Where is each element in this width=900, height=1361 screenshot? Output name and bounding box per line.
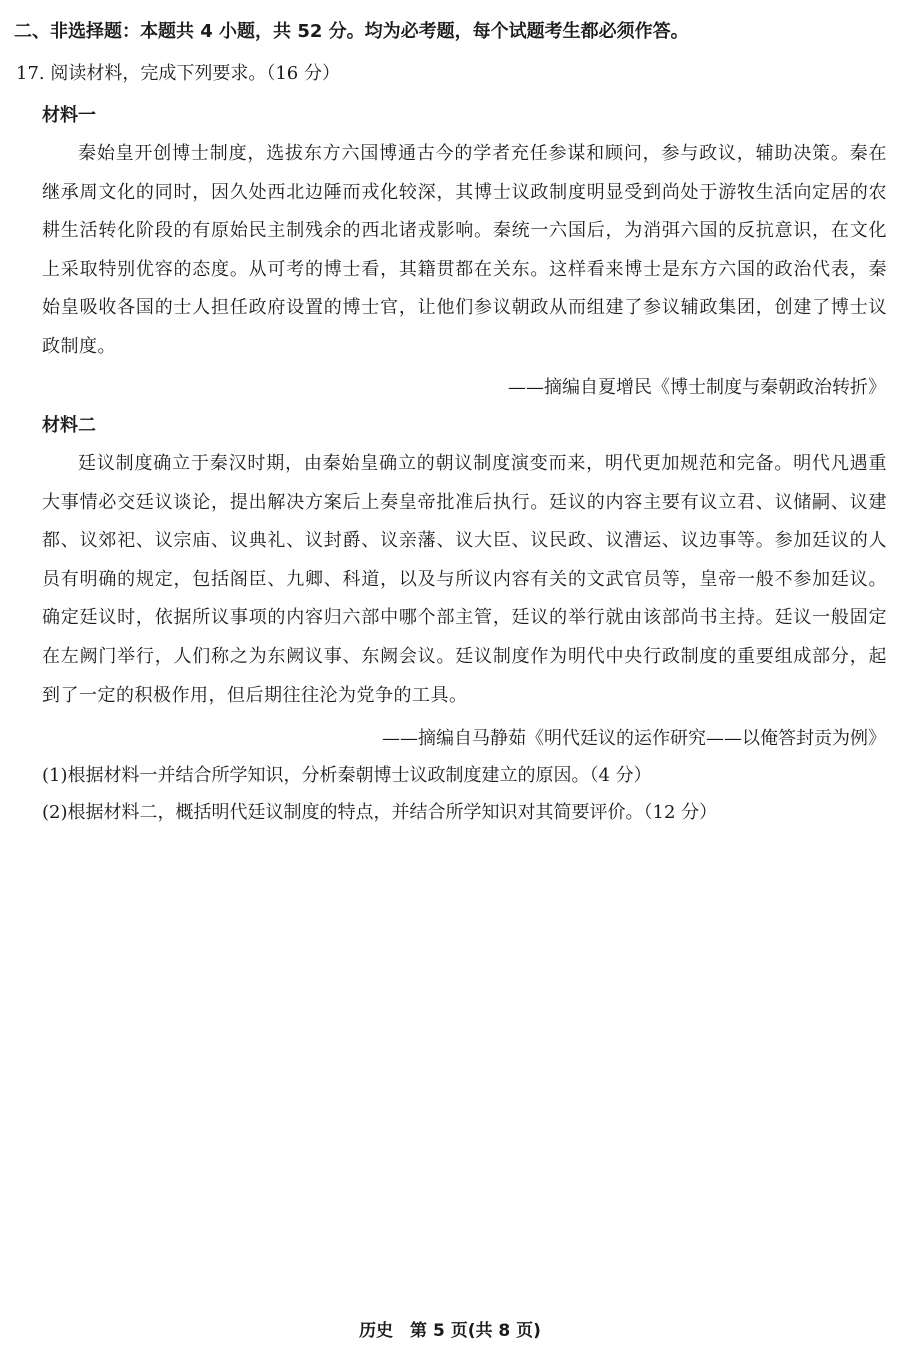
sub-question-2: (2)根据材料二，概括明代廷议制度的特点，并结合所学知识对其简要评价。（12 分）: [42, 802, 718, 823]
page-footer: 历史 第 5 页(共 8 页): [359, 1321, 541, 1341]
material-1-source: ——摘编自夏增民《博士制度与秦朝政治转折》: [508, 377, 886, 398]
material-2-label: 材料二: [42, 415, 96, 436]
question-title: 17. 阅读材料，完成下列要求。（16 分）: [16, 63, 340, 84]
material-2-source: ——摘编自马静茹《明代廷议的运作研究——以俺答封贡为例》: [382, 728, 886, 749]
material-2-body: 廷议制度确立于秦汉时期，由秦始皇确立的朝议制度演变而来，明代更加规范和完备。明代凡遇重大事情必交廷议谈论，提出解决方案后上奏皇帝批准后执行。廷议的内容主要有议立君、议储嗣、议建都、议郊祀、议宗庙、议典礼、议封爵、议亲藩、议大臣、议民政、议漕运、议边事等。参加廷议的人员有明确的规定，包括阁臣、九卿、科道，以及与所议内容有关的文武官员等，皇帝一般不参加廷议。确定廷议时，依据所议事项的内容归六部中哪个部主管，廷议的举行就由该部尚书主持。廷议一般固定在左阙门举行，人们称之为东阙议事、东阙会议。廷议制度作为明代中央行政制度的重要组成部分，起到了一定的积极作用，但后期往往沦为党争的工具。: [42, 453, 887, 706]
material-1-label: 材料一: [42, 105, 96, 126]
material-1-body: 秦始皇开创博士制度，选拔东方六国博通古今的学者充任参谋和顾问，参与政议，辅助决策。秦在继承周文化的同时，因久处西北边陲而戎化较深，其博士议政制度明显受到尚处于游牧生活向定居的农耕生活转化阶段的有原始民主制残余的西北诸戎影响。秦统一六国后，为消弭六国的反抗意识，在文化上采取特别优容的态度。从可考的博士看，其籍贯都在关东。这样看来博士是东方六国的政治代表，秦始皇吸收各国的士人担任政府设置的博士官，让他们参议朝政从而组建了参议辅政集团，创建了博士议政制度。: [42, 143, 887, 357]
sub-question-1: (1)根据材料一并结合所学知识，分析秦朝博士议政制度建立的原因。（4 分）: [42, 765, 652, 786]
section-heading: 二、非选择题：本题共 4 小题，共 52 分。均为必考题，每个试题考生都必须作答。: [14, 21, 689, 42]
